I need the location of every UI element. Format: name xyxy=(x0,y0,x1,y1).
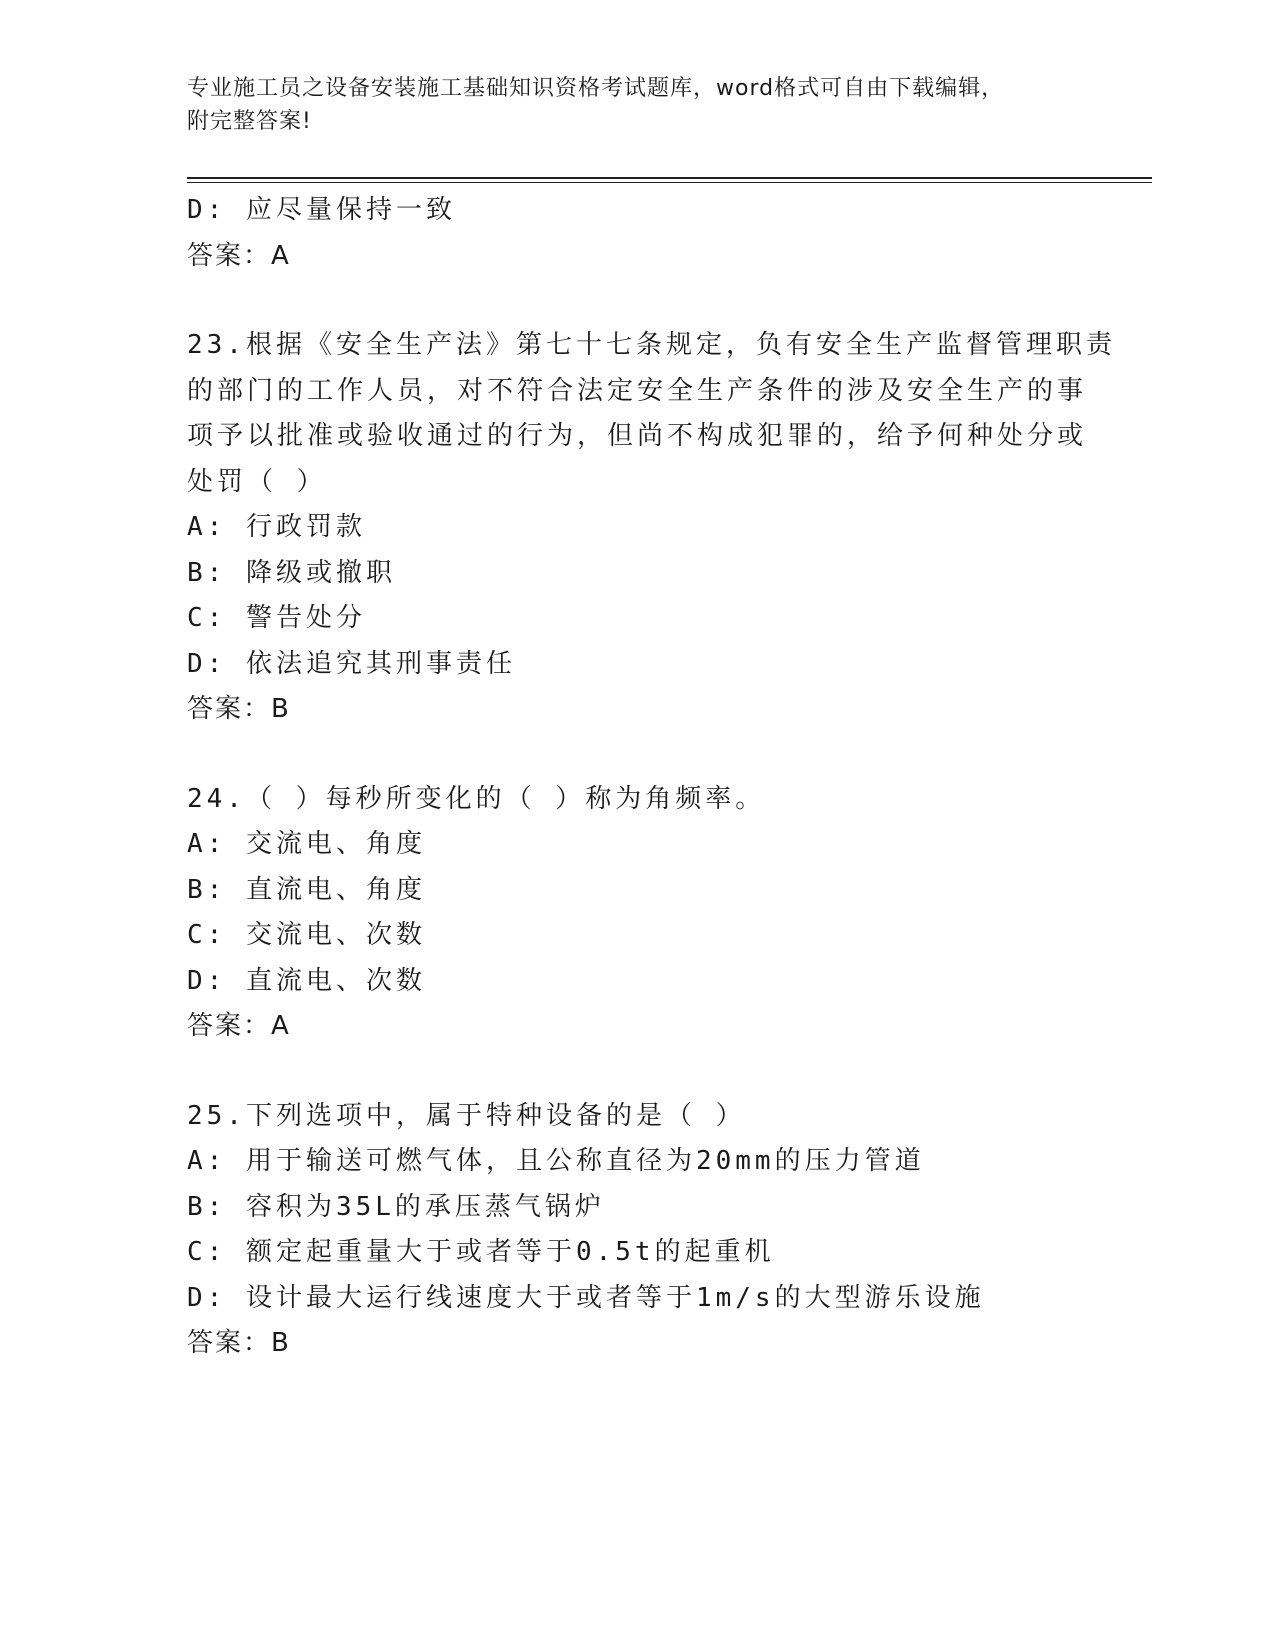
header-line-1: 专业施工员之设备安装施工基础知识资格考试题库，word格式可自由下载编辑， xyxy=(187,76,1005,101)
question-23 xyxy=(187,323,1147,733)
document-header xyxy=(187,72,1147,138)
previous-question-tail xyxy=(187,188,1147,279)
option-d: D: 直流电、次数 xyxy=(187,965,426,996)
answer-line: 答案：B xyxy=(187,694,291,724)
spacer xyxy=(187,733,1147,777)
option-c: C: 额定起重量大于或者等于0.5t的起重机 xyxy=(187,1237,775,1267)
answer-line: 答案：A xyxy=(187,1011,291,1041)
answer-line: 答案：B xyxy=(187,1328,291,1358)
header-divider-thick xyxy=(187,177,1152,179)
question-stem-line: 23.根据《安全生产法》第七十七条规定，负有安全生产监督管理职责 xyxy=(187,330,1116,360)
question-stem-line: 的部门的工作人员，对不符合法定安全生产条件的涉及安全生产的事 xyxy=(187,375,1088,406)
question-24 xyxy=(187,777,1147,1050)
question-content xyxy=(187,188,1147,1367)
answer-line: 答案：A xyxy=(187,240,291,271)
option-d: D: 依法追究其刑事责任 xyxy=(187,648,516,679)
spacer xyxy=(187,1050,1147,1094)
option-c: C: 交流电、次数 xyxy=(187,920,426,950)
option-a: A: 交流电、角度 xyxy=(187,829,426,859)
option-b: B: 降级或撤职 xyxy=(187,557,396,588)
option-d: D: 设计最大运行线速度大于或者等于1m/s的大型游乐设施 xyxy=(187,1282,985,1313)
option-d: D: 应尽量保持一致 xyxy=(187,195,456,225)
option-a: A: 行政罚款 xyxy=(187,512,366,542)
question-25 xyxy=(187,1094,1147,1367)
question-stem-line: 项予以批准或验收通过的行为，但尚不构成犯罪的，给予何种处分或 xyxy=(187,421,1088,451)
option-b: B: 直流电、角度 xyxy=(187,874,426,905)
option-c: C: 警告处分 xyxy=(187,603,366,633)
option-a: A: 用于输送可燃气体，且公称直径为20mm的压力管道 xyxy=(187,1146,925,1176)
header-line-2: 附完整答案! xyxy=(187,109,312,134)
header-divider-thin xyxy=(187,182,1152,183)
question-stem-line: 处罚（ ） xyxy=(187,466,327,497)
question-stem-line: 24.（ ）每秒所变化的（ ）称为角频率。 xyxy=(187,783,766,814)
question-stem-line: 25.下列选项中，属于特种设备的是（ ） xyxy=(187,1100,746,1131)
option-b: B: 容积为35L的承压蒸气锅炉 xyxy=(187,1191,605,1222)
spacer xyxy=(187,279,1147,323)
